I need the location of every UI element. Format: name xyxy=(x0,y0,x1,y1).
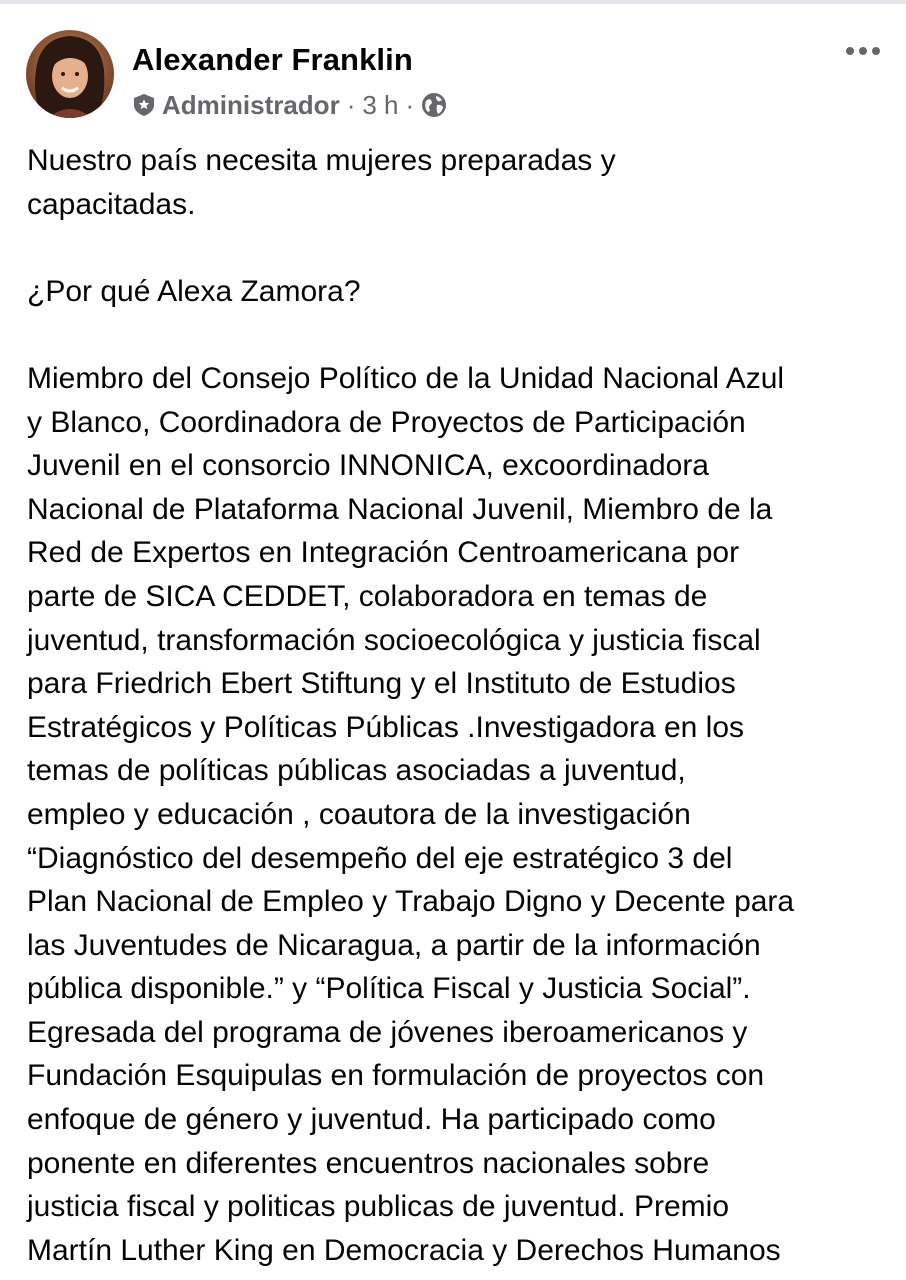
post-paragraph: ¿Por qué Alexa Zamora? xyxy=(27,274,361,308)
avatar-photo xyxy=(26,30,114,118)
shield-badge-icon xyxy=(132,93,156,117)
top-divider xyxy=(0,0,906,4)
author-role: Administrador xyxy=(162,89,340,120)
more-options-icon xyxy=(845,46,881,56)
meta-separator: · xyxy=(405,89,415,120)
meta-separator: · xyxy=(346,89,356,120)
globe-icon[interactable] xyxy=(421,92,447,118)
more-options-button[interactable] xyxy=(840,36,886,66)
post-time[interactable]: 3 h xyxy=(362,89,399,120)
post-paragraph: Nuestro país necesita mujeres preparadas y capacitadas. xyxy=(27,144,616,221)
post-paragraph: Miembro del Consejo Político de la Unidad Nacional Azul y Blanco, Coordinadora de Proyectos de Participación Juvenil en el consorcio INNONICA, excoordinadora Nacional de Plataforma Nacional Juvenil, Miembro de la Red de Expertos en Integración Centroamericana por parte de SICA CEDDET, colaboradora en temas de juventud, transformación socioecológica y justicia fiscal para Friedrich Ebert Stiftung y el Instituto de Estudios Estratégicos y Políticas Públicas .Investigadora en los temas de políticas públicas asociadas a juventud, empleo y educación , coautora de la investigación “Diagnóstico del desempeño del eje estratégico 3 del Plan Nacional de Empleo y Trabajo Digno y Decente para las Juventudes de Nicaragua, a partir de la información pública disponible.” y “Política Fiscal y Justicia Social”. Egresada del programa de jóvenes iberoamericanos y Fundación Esquipulas en formulación de proyectos con enfoque de género y juventud. Ha participado como ponente en diferentes encuentros nacionales sobre justicia fiscal y politicas publicas de juventud. Premio Martín Luther King en Democracia y Derechos Humanos xyxy=(27,361,795,1267)
post-header xyxy=(26,30,886,120)
post-meta xyxy=(132,88,447,122)
post-text xyxy=(27,139,887,1272)
author-name[interactable]: Alexander Franklin xyxy=(132,42,413,77)
author-avatar[interactable] xyxy=(26,30,114,118)
